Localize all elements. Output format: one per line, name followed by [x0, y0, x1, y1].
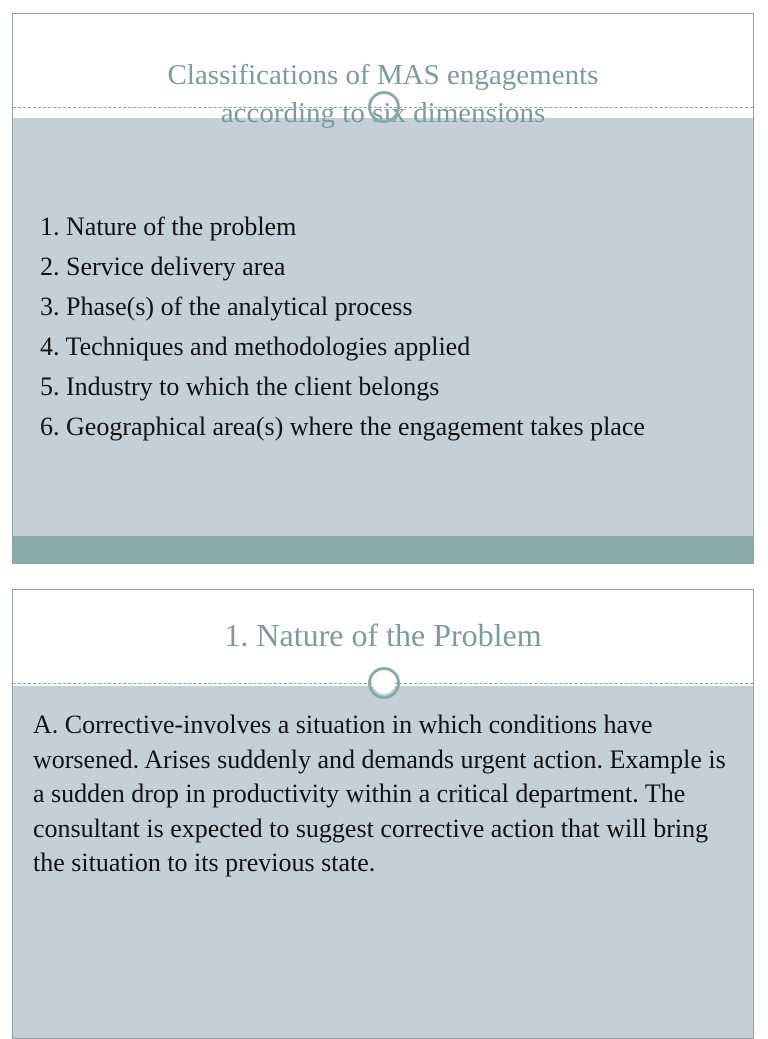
body-paragraph: A. Corrective-involves a situation in which conditions have worsened. Arises suddenly and demands urgent action. Example is a sudden drop in productivity within a critical department. The consultant is expected to suggest corrective action that will bring the situation to its previous state. — [33, 710, 726, 877]
list-item: 5. Industry to which the client belongs — [40, 372, 440, 401]
slide-classifications — [12, 13, 754, 564]
footer-band — [13, 536, 753, 563]
list-item: 2. Service delivery area — [40, 252, 286, 281]
list-item: 4. Techniques and methodologies applied — [40, 332, 471, 361]
slide-title: 1. Nature of the Problem — [224, 617, 542, 653]
dimensions-list — [40, 209, 660, 449]
slide-title-line-2: according to six dimensions — [220, 97, 546, 129]
ring-ornament-icon — [368, 667, 400, 699]
slide-nature-of-problem — [12, 589, 754, 1039]
slide-title-line-1: Classifications of MAS engagements — [167, 59, 599, 91]
list-item: 3. Phase(s) of the analytical process — [40, 292, 413, 321]
list-item: 1. Nature of the problem — [40, 212, 297, 241]
list-item: 6. Geographical area(s) where the engagement takes place — [40, 412, 645, 441]
ring-ornament-icon — [368, 91, 400, 123]
